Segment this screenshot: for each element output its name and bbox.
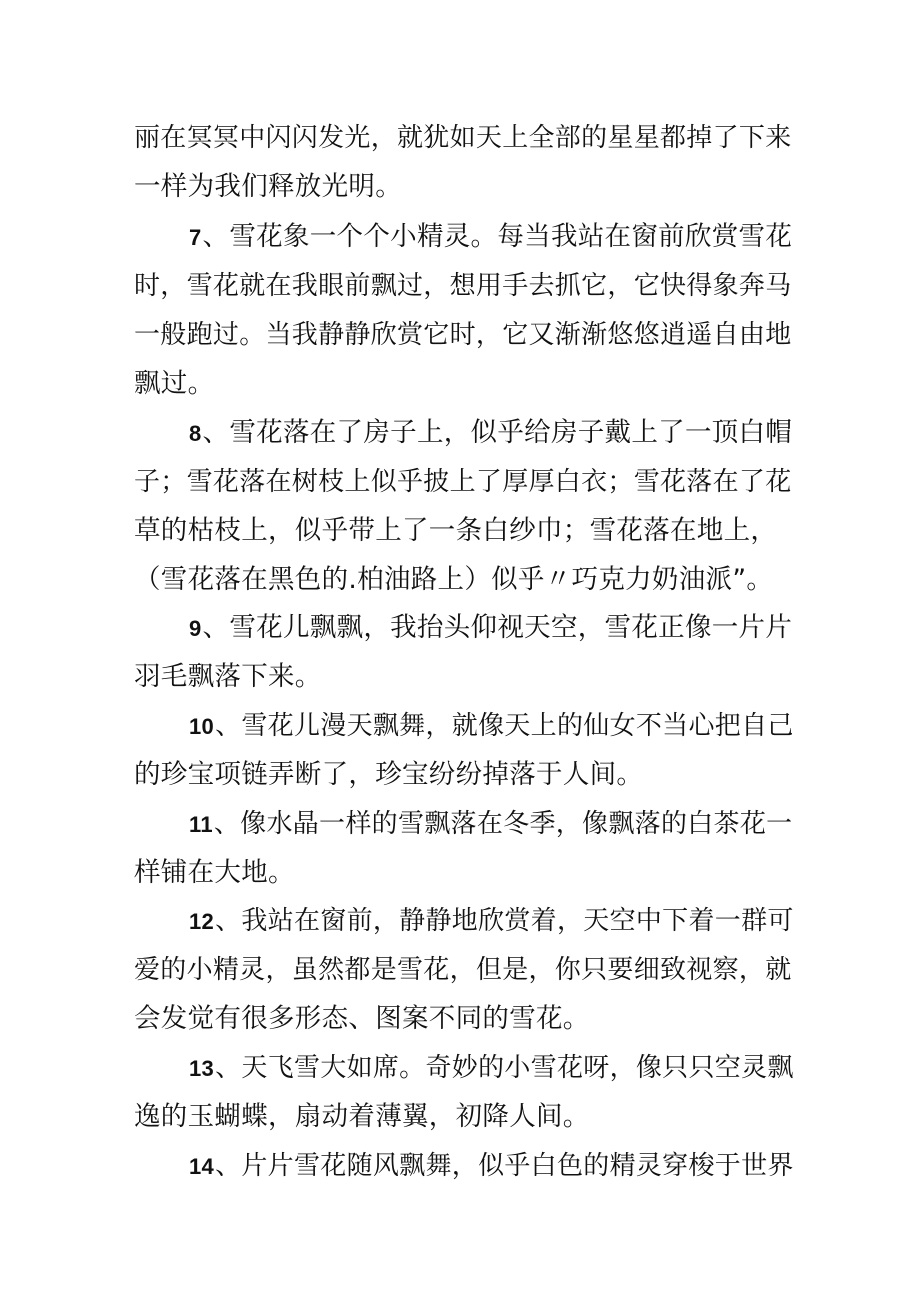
text-line	[134, 163, 794, 211]
text-line	[134, 360, 794, 408]
line-text: 时，雪花就在我眼前飘过，想用手去抓它，它快得象奔马	[134, 271, 792, 301]
line-text: 爱的小精灵，虽然都是雪花，但是，你只要细致视察，就	[134, 955, 792, 985]
paragraph-7-first-line	[189, 213, 794, 261]
text-line	[134, 995, 794, 1043]
item-number: 8	[189, 421, 202, 446]
line-text: 、我站在窗前，静静地欣赏着，天空中下着一群可	[215, 906, 794, 936]
paragraph-12-first-line	[189, 897, 794, 945]
line-text: 羽毛飘落下来。	[134, 661, 322, 692]
line-text: 、片片雪花随风飘舞，似乎白色的精灵穿梭于世界	[215, 1151, 794, 1181]
item-number: 7	[189, 225, 202, 250]
line-text: 、天飞雪大如席。奇妙的小雪花呀，像只只空灵飘	[215, 1053, 794, 1083]
text-line	[134, 751, 794, 799]
item-number: 9	[189, 616, 202, 641]
line-text: （雪花落在黑色的.柏油路上）似乎〃巧克力奶油派”。	[134, 564, 774, 595]
item-number: 12	[189, 909, 215, 934]
paragraph-8-first-line	[189, 409, 794, 457]
line-text: 一般跑过。当我静静欣赏它时，它又渐渐悠悠逍遥自由地	[134, 320, 792, 350]
line-text: 、雪花儿飘飘，我抬头仰视天空，雪花正像一片片	[202, 612, 793, 643]
line-text: 飘过。	[134, 368, 215, 399]
paragraph-14-first-line	[189, 1142, 794, 1190]
item-number: 13	[189, 1056, 215, 1081]
line-text: 草的枯枝上，似乎带上了一条白纱巾；雪花落在地上，	[134, 515, 778, 546]
line-text: 丽在冥冥中闪闪发光，就犹如天上全部的星星都掉了下来	[134, 123, 792, 153]
line-text: 、雪花落在了房子上，似乎给房子戴上了一顶白帽	[202, 417, 793, 448]
text-line	[134, 849, 794, 897]
paragraph-9-first-line	[189, 604, 794, 652]
text-line	[134, 262, 794, 310]
text-line	[134, 507, 794, 555]
text-line	[134, 114, 794, 162]
line-text: 样铺在大地。	[134, 857, 295, 888]
line-text: 子；雪花落在树枝上似乎披上了厚厚白衣；雪花落在了花	[134, 467, 792, 497]
line-text: 、雪花儿漫天飘舞，就像天上的仙女不当心把自己	[215, 711, 794, 741]
text-line	[134, 946, 794, 994]
paragraph-13-first-line	[189, 1044, 794, 1092]
line-text: 的珍宝项链弄断了，珍宝纷纷掉落于人间。	[134, 759, 644, 790]
paragraph-10-first-line	[189, 702, 794, 750]
item-number: 11	[189, 812, 213, 837]
line-text: 、像水晶一样的雪飘落在冬季，像飘落的白茶花一	[213, 809, 793, 839]
text-line	[134, 458, 794, 506]
line-text: 、雪花象一个个小精灵。每当我站在窗前欣赏雪花	[202, 221, 793, 252]
paragraph-11-first-line	[189, 800, 794, 848]
item-number: 14	[189, 1154, 215, 1179]
line-text: 逸的玉蝴蝶，扇动着薄翼，初降人间。	[134, 1101, 590, 1132]
item-number: 10	[189, 714, 215, 739]
text-line	[134, 653, 794, 701]
text-line	[134, 556, 794, 604]
text-line	[134, 1093, 794, 1141]
line-text: 一样为我们释放光明。	[134, 171, 402, 202]
line-text: 会发觉有很多形态、图案不同的雪花。	[134, 1003, 590, 1034]
text-line	[134, 311, 794, 359]
